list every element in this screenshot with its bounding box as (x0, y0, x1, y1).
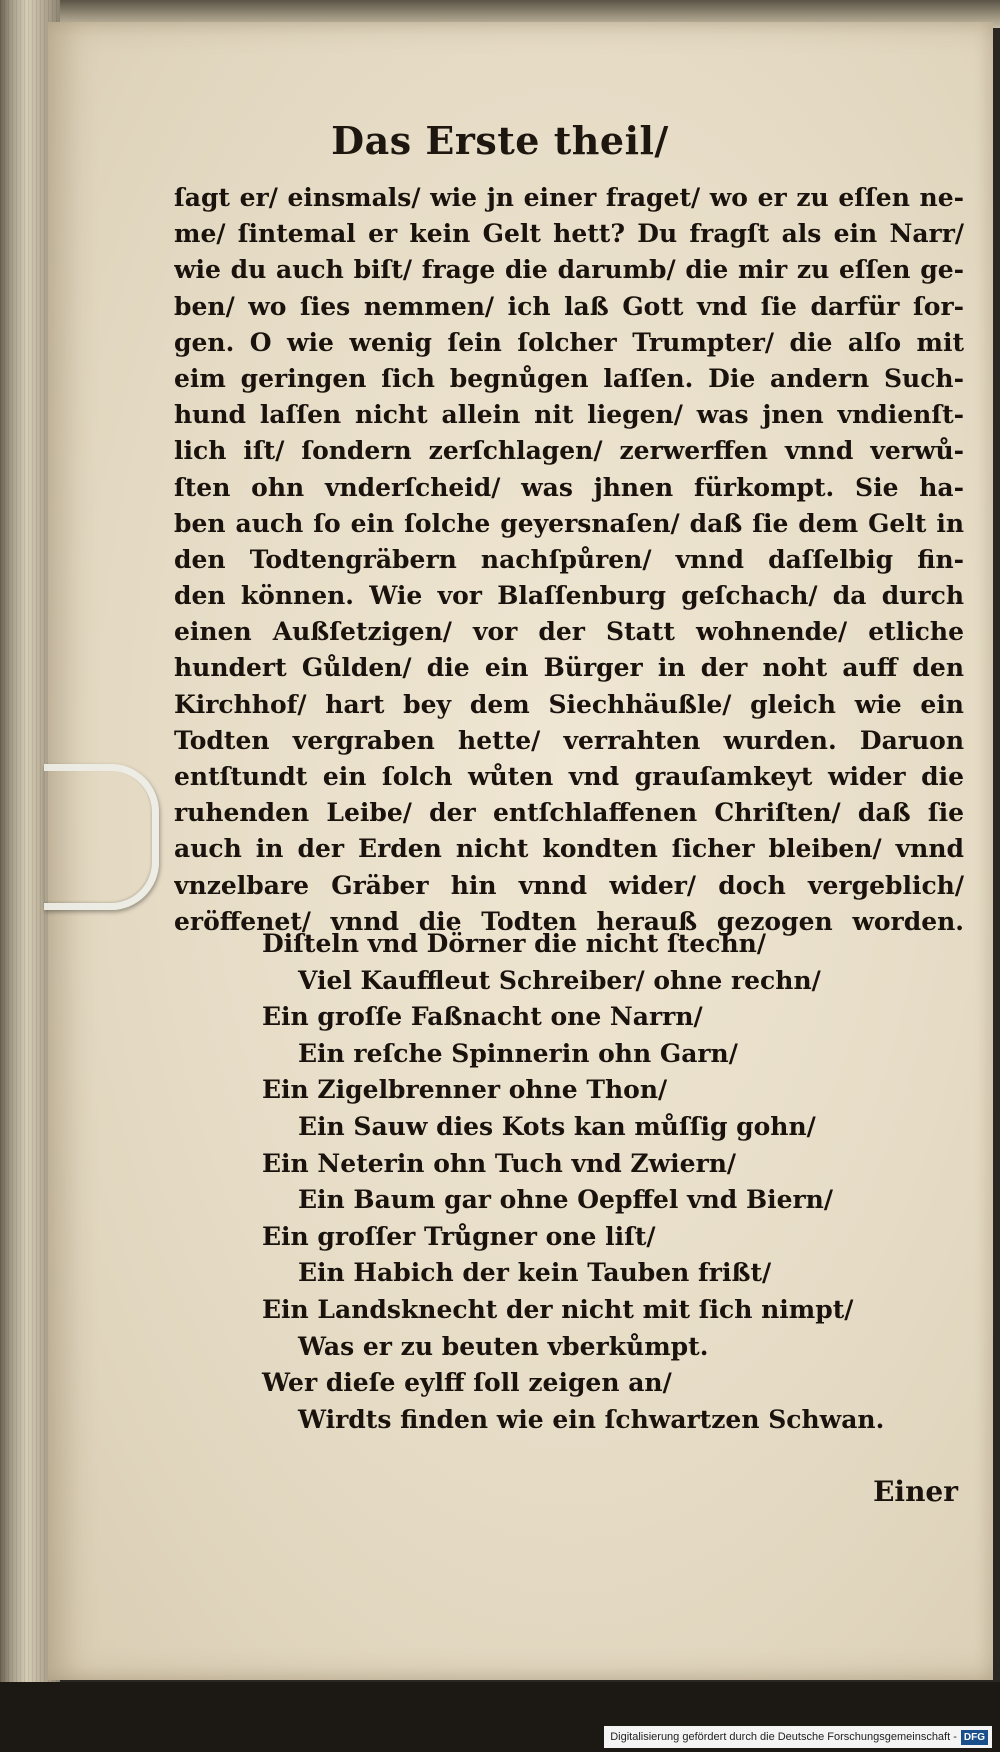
prose-line: auch in der Erden nicht kondten ſicher bleiben/ vnnd (174, 834, 964, 864)
prose-line: eröffenet/ vnnd die Todten herauß gezogen worden. (174, 906, 964, 936)
catchword: Einer (873, 1475, 958, 1508)
verse-line: Ein Landsknecht der nicht mit ſich nimpt/ (262, 1294, 854, 1324)
verse-block (262, 926, 942, 1438)
prose-line: wie du auch biſt/ frage die darumb/ die mir zu eſſen ge- (174, 255, 964, 285)
prose-line: entſtundt ein ſolch wůten vnd grauſamkeyt wider die (174, 762, 964, 791)
verse-line: Ein Neterin ohn Tuch vnd Zwiern/ (262, 1148, 737, 1178)
prose-line: ben/ wo ſies nemmen/ ich laß Gott vnd ſie darfür ſor- (174, 291, 964, 321)
prose-line: hund laſſen nicht allein nit liegen/ was jnen vndienſt- (174, 400, 964, 430)
prose-line: eim geringen ſich begnůgen laſſen. Die andern Such- (174, 363, 964, 393)
verse-line: Ein groſſer Trůgner one liſt/ (262, 1221, 656, 1251)
verse-line: Wer dieſe eylff ſoll zeigen an/ (262, 1368, 672, 1398)
running-head: Das Erste theil/ (331, 118, 669, 163)
prose-line: Todten vergraben hette/ verrahten wurden. Daruon (174, 725, 964, 755)
verse-line: Was er zu beuten vberkůmpt. (298, 1331, 709, 1361)
prose-line: einen Außſetzigen/ vor der Statt wohnende/ etliche (174, 617, 964, 647)
paper-clip (44, 764, 159, 910)
verse-line: Ein Zigelbrenner ohne Thon/ (262, 1075, 668, 1105)
prose-line: ſagt er/ einsmals/ wie jn einer fraget/ wo er zu eſſen ne- (174, 183, 964, 212)
verse-line: Ein reſche Spinnerin ohn Garn/ (298, 1038, 738, 1068)
verse-line: Diſteln vnd Dörner die nicht ſtechn/ (262, 929, 766, 958)
prose-line: me/ ſintemal er kein Gelt hett? Du fragſt als ein Narr/ (174, 219, 964, 249)
verse-line: Ein groſſe Faßnacht one Narrn/ (262, 1002, 703, 1032)
prose-line: ruhenden Leibe/ der entſchlaffenen Chriſten/ daß ſie (174, 798, 964, 828)
prose-line: den können. Wie vor Blaſſenburg geſchach/ da durch (174, 581, 964, 611)
prose-line: Kirchhof/ hart bey dem Siechhäußle/ gleich wie ein (174, 689, 964, 719)
verse-line: Ein Sauw dies Kots kan můſſig gohn/ (298, 1111, 816, 1141)
credit-text: Digitalisierung gefördert durch die Deutsche Forschungsgemeinschaft - (610, 1731, 957, 1743)
prose-line: den Todtengräbern nachſpůren/ vnnd daſſelbig fin- (174, 544, 964, 574)
dfg-logo: DFG (961, 1730, 988, 1745)
verse-line: Viel Kauffleut Schreiber/ ohne rechn/ (298, 965, 821, 995)
digitization-credit (604, 1726, 992, 1748)
prose-block (174, 180, 964, 940)
verse-line: Ein Baum gar ohne Oepffel vnd Biern/ (298, 1185, 833, 1215)
prose-line: ben auch ſo ein ſolche geyersnaſen/ daß ſie dem Gelt in (174, 508, 964, 538)
prose-line: lich iſt/ ſondern zerſchlagen/ zerwerffen vnnd verwů- (174, 436, 964, 466)
prose-line: gen. O wie wenig ſein ſolcher Trumpter/ die alſo mit (174, 327, 964, 357)
prose-line: vnzelbare Gräber hin vnnd wider/ doch vergeblich/ (174, 870, 964, 900)
verse-line: Ein Habich der kein Tauben frißt/ (298, 1258, 772, 1288)
prose-line: ſten ohn vnderſcheid/ was jhnen fürkompt. Sie ha- (174, 472, 964, 502)
prose-line: hundert Gůlden/ die ein Bürger in der noht auff den (174, 653, 964, 683)
verse-line: Wirdts finden wie ein ſchwartzen Schwan. (298, 1404, 885, 1434)
